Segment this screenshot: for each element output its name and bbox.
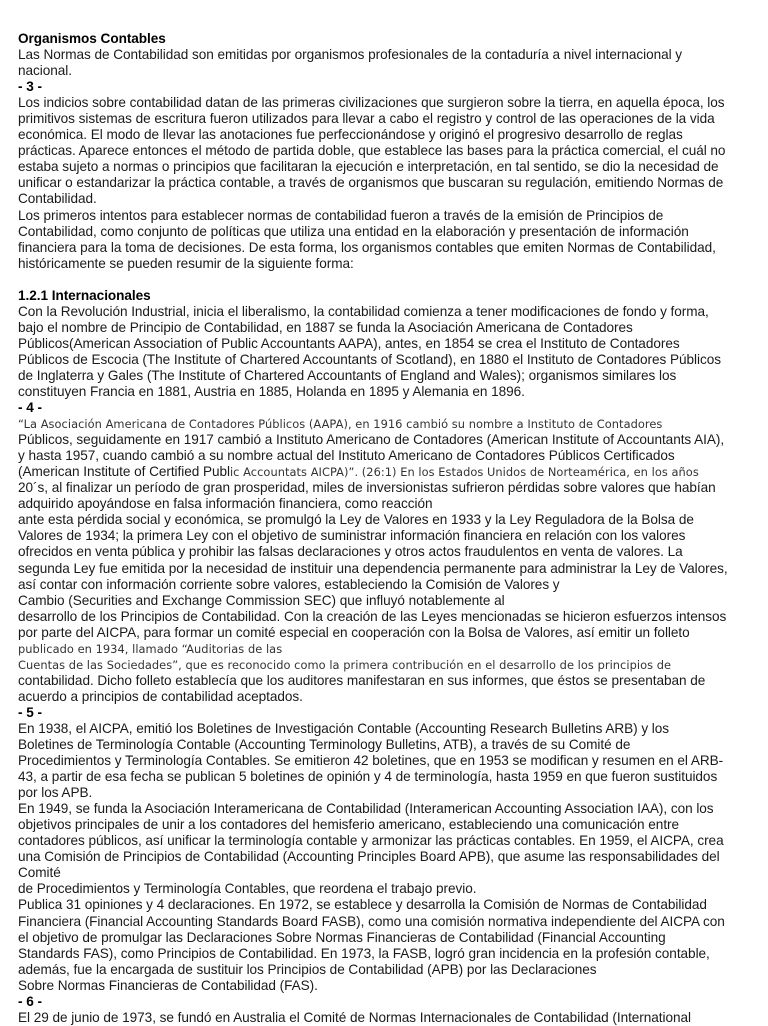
paragraph-line: Publica 31 opiniones y 4 declaraciones. En 1972, se establece y desarrolla la Comisión de Normas de Contabilidad: [18, 897, 707, 913]
document-title: Organismos Contables: [18, 31, 166, 46]
page-marker-4: - 4 -: [18, 400, 42, 416]
paragraph-line: por parte del AICPA, para formar un comité especial en cooperación con la Bolsa de Valores, así emitir un folleto: [18, 624, 690, 640]
paragraph-line: Boletines de Terminología Contable (Accounting Terminology Bulletins, ATB), a través de su Comité de: [18, 737, 631, 753]
paragraph-line: y hasta 1957, cuando cambió a su nombre actual del Instituto Americano de Contadores Públicos Certificados: [18, 448, 675, 464]
page-marker-3: - 3 -: [18, 79, 42, 95]
paragraph-line-light: publicado en 1934, llamado “Auditorias de las: [18, 641, 283, 656]
paragraph-line: primitivos sistemas de escritura fueron utilizados para llevar a cabo el registro y control de las operaciones de la vida: [18, 111, 715, 127]
paragraph-line: estaba sujeto a normas o principios que facilitaran la ejecución e interpretación, en tal sentido, se dio la necesidad de: [18, 159, 719, 175]
paragraph-line: financiera para la toma de decisiones. De esta forma, los organismos contables que emiten Normas de Contabilidad,: [18, 239, 716, 255]
paragraph-line: bajo el nombre de Principio de Contabilidad, en 1887 se funda la Asociación Americana de Contadores: [18, 319, 633, 335]
paragraph-line: constituyen Francia en 1881, Austria en 1885, Holanda en 1895 y Alemania en 1896.: [18, 383, 525, 399]
paragraph-line: prácticas. Aparece entonces el método de partida doble, que establece las bases para la práctica comercial, el cuál no: [18, 143, 726, 159]
paragraph-line-mixed: [18, 464, 752, 480]
paragraph-line: Los indicios sobre contabilidad datan de las primeras civilizaciones que surgieron sobre la tierra, en aquella época, los: [18, 95, 725, 111]
paragraph-line: una Comisión de Principios de Contabilidad (Accounting Principles Board APB), que asume las responsabilidades del: [18, 849, 720, 865]
paragraph-line: 20´s, al finalizar un período de gran prosperidad, miles de inversionistas sufrieron pérdidas sobre valores que habían: [18, 480, 716, 496]
paragraph-line: El 29 de junio de 1973, se fundó en Australia el Comité de Normas Internacionales de Contabilidad (International: [18, 1009, 692, 1025]
paragraph-line: 43, a partir de esa fecha se publican 5 boletines de opinión y 4 de terminología, hasta 1959 en que fueron sustituidos: [18, 769, 718, 785]
paragraph-line: ante esta pérdida social y económica, se promulgó la Ley de Valores en 1933 y la Ley Reguladora de la Bolsa de: [18, 512, 694, 528]
paragraph-line: así contar con información corriente sobre valores, estableciendo la Comisión de Valores y: [18, 576, 560, 592]
page-marker-5: - 5 -: [18, 704, 42, 720]
paragraph-line: de Procedimientos y Terminología Contables, que reordena el trabajo previo.: [18, 881, 477, 897]
text-run: (American Institute of Certified Publ: [18, 464, 230, 480]
paragraph-line: Cambio (Securities and Exchange Commission SEC) que influyó notablemente al: [18, 592, 505, 608]
paragraph-line: objetivos principales de unir a los contadores del hemisferio americano, estableciendo una comunicación entre: [18, 817, 680, 833]
paragraph-line: Públicos de Escocia (The Institute of Chartered Accountants of Scotland), en 1880 el Instituto de Contadores Públicos: [18, 351, 721, 367]
paragraph-line: En 1949, se funda la Asociación Interamericana de Contabilidad (Interamerican Accounting Association IAA), con los: [18, 801, 714, 817]
paragraph-line: Sobre Normas Financieras de Contabilidad (FAS).: [18, 977, 318, 993]
paragraph-line: Contabilidad.: [18, 191, 97, 207]
paragraph-line: Los primeros intentos para establecer normas de contabilidad fueron a través de la emisión de Principios de: [18, 207, 664, 223]
paragraph-line: Públicos(American Association of Public Accountants AAPA), antes, en 1854 se crea el Instituto de Contadores: [18, 335, 680, 351]
paragraph-line-light: Cuentas de las Sociedades”, que es reconocido como la primera contribución en el desarrollo de los principios de: [18, 657, 672, 672]
paragraph-line: segunda Ley fue emitida por la necesidad de instituir una dependencia permanente para administrar la Ley de Valores,: [18, 560, 728, 576]
paragraph-line: económica. El modo de llevar las anotaciones fue perfeccionándose y originó el progresivo desarrollo de reglas: [18, 127, 683, 143]
paragraph-line: Con la Revolución Industrial, inicia el liberalismo, la contabilidad comienza a tener modificaciones de fondo y forma,: [18, 303, 709, 319]
paragraph-line: Las Normas de Contabilidad son emitidas por organismos profesionales de la contaduría a nivel internacional y: [18, 47, 683, 63]
paragraph-line: En 1938, el AICPA, emitió los Boletines de Investigación Contable (Accounting Research Bulletins ARB) y los: [18, 720, 670, 736]
paragraph-line: nacional.: [18, 63, 72, 79]
paragraph-line: acuerdo a principios de contabilidad aceptados.: [18, 688, 303, 704]
paragraph-line: Standards FAS), como Principios de Contabilidad. En 1973, la FASB, logró gran incidencia en la profesión contable,: [18, 945, 710, 961]
paragraph-line: de Inglaterra y Gales (The Institute of Chartered Accountants of England and Wales); organismos similares los: [18, 367, 677, 383]
spacer: [18, 272, 752, 288]
paragraph-line: adquirido apoyándose en falsa información financiera, como reacción: [18, 496, 433, 512]
page-marker-6: - 6 -: [18, 993, 42, 1009]
paragraph-line: desarrollo de los Principios de Contabilidad. Con la creación de las Leyes mencionadas se hicieron esfuerzos intensos: [18, 608, 727, 624]
paragraph-line: ofrecidos en venta pública y prohibir las falsas declaraciones y otros actos fraudulentos en venta de valores. La: [18, 544, 683, 560]
section-heading: 1.2.1 Internacionales: [18, 287, 151, 303]
paragraph-line: contabilidad. Dicho folleto establecía que los auditores manifestaran en sus informes, que éstos se presentaban de: [18, 672, 706, 688]
paragraph-line: Financiera (Financial Accounting Standards Board FASB), como una comisión normativa independiente del AICPA con: [18, 913, 725, 929]
paragraph-line: históricamente se pueden resumir de la siguiente forma:: [18, 255, 354, 271]
paragraph-line: Procedimientos y Terminología Contables. Se emitieron 42 boletines, que en 1953 se modifican y resumen en el ARB-: [18, 753, 724, 769]
paragraph-line: contadores públicos, así unificar la terminología contable y armonizar las prácticas contables. En 1959, el AICPA, crea: [18, 833, 724, 849]
text-run-light: ic Accountats AICPA)”. (26:1) En los Estados Unidos de Norteamérica, en los años: [229, 465, 699, 480]
paragraph-line: unificar o estandarizar la práctica contable, a través de organismos que buscaran su regulación, emitiendo Normas de: [18, 175, 724, 191]
paragraph-line: por los APB.: [18, 785, 93, 801]
paragraph-line: además, fue la encargada de sustituir los Principios de Contabilidad (APB) por las Declaraciones: [18, 961, 597, 977]
document-page: [18, 31, 752, 1026]
quote-line: “La Asociación Americana de Contadores Públicos (AAPA), en 1916 cambió su nombre a Instituto de Contadores: [18, 417, 663, 432]
paragraph-line: Valores de 1934; la primera Ley con el objetivo de suministrar información financiera en relación con los valores: [18, 528, 686, 544]
paragraph-line: el objetivo de promulgar las Declaraciones Sobre Normas Financieras de Contabilidad (Financial Accounting: [18, 929, 666, 945]
paragraph-line: Públicos, seguidamente en 1917 cambió a Instituto Americano de Contadores (American Institute of Accountants AIA),: [18, 432, 725, 448]
paragraph-line: Contabilidad, como conjunto de políticas que utiliza una entidad en la elaboración y presentación de información: [18, 223, 689, 239]
paragraph-line: Comité: [18, 865, 61, 881]
